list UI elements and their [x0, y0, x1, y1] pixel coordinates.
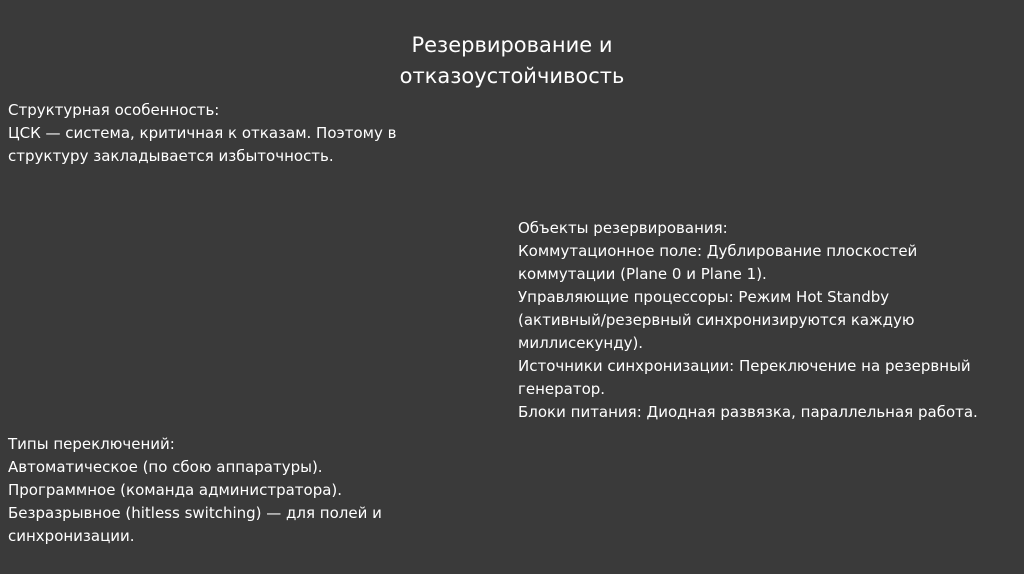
objects-block [518, 217, 978, 424]
objects-text-line: коммутации (Plane 0 и Plane 1). [518, 265, 767, 283]
switching-heading: Типы переключений: [8, 435, 175, 453]
slide-title-line: отказоустойчивость [399, 64, 625, 88]
objects-text-line: Коммутационное поле: Дублирование плоскостей [518, 242, 918, 260]
structure-block [8, 99, 396, 168]
objects-text-line: Источники синхронизации: Переключение на резервный [518, 357, 971, 375]
structure-heading: Структурная особенность: [8, 101, 220, 119]
switching-block [8, 433, 382, 548]
switching-text-line: синхронизации. [8, 527, 135, 545]
switching-text-line: Автоматическое (по сбою аппаратуры). [8, 458, 323, 476]
switching-text-line: Программное (команда администратора). [8, 481, 343, 499]
objects-text-line: Управляющие процессоры: Режим Hot Standby [518, 288, 890, 306]
slide-title [0, 30, 1024, 92]
structure-text-line: ЦСК — система, критичная к отказам. Поэтому в [8, 124, 397, 142]
objects-text-line: Блоки питания: Диодная развязка, параллельная работа. [518, 403, 978, 421]
switching-text-line: Безразрывное (hitless switching) — для полей и [8, 504, 382, 522]
objects-heading: Объекты резервирования: [518, 219, 728, 237]
structure-text-line: структуру закладывается избыточность. [8, 147, 334, 165]
objects-text-line: миллисекунду). [518, 334, 644, 352]
slide-title-line: Резервирование и [411, 33, 613, 57]
objects-text-line: генератор. [518, 380, 606, 398]
objects-text-line: (активный/резервный синхронизируются каждую [518, 311, 915, 329]
